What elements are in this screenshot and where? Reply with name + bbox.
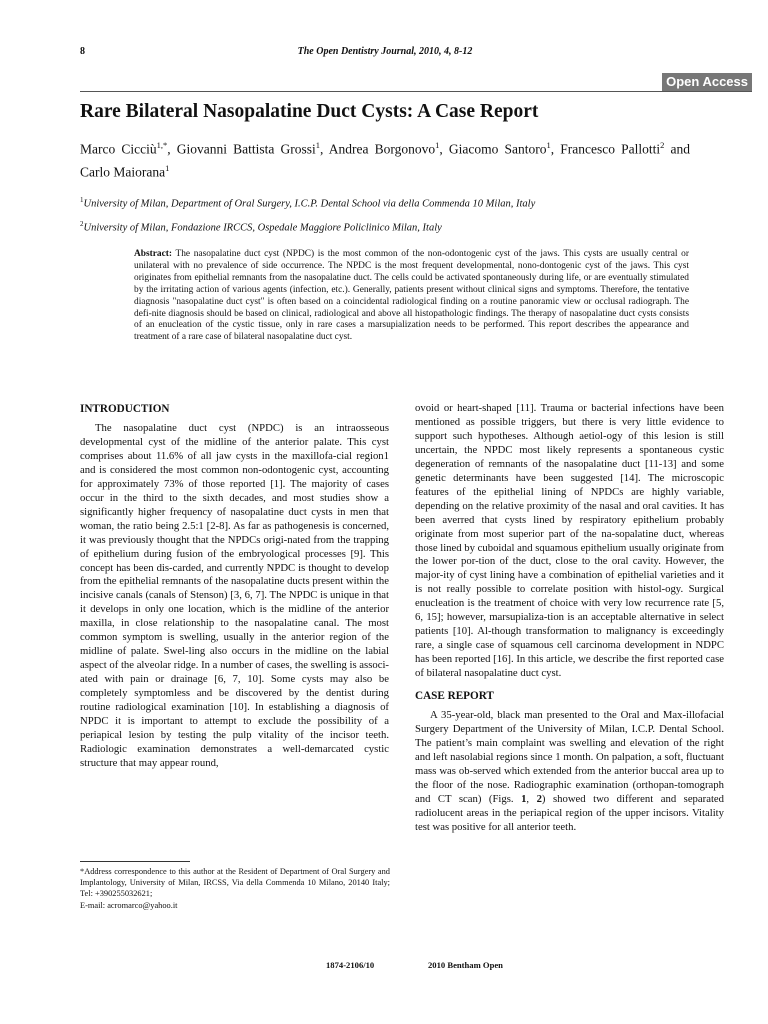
correspondence-address: *Address correspondence to this author at the Resident of Department of Oral Surgery and Implantology, University of Milan, IRCSS, Via della Commenda 10 Milano, 20140 Italy; Tel: +390255032621;: [80, 867, 390, 899]
journal-citation: The Open Dentistry Journal, 2010, 4, 8-12: [297, 46, 473, 57]
introduction-heading: INTRODUCTION: [80, 403, 170, 415]
affiliation-mark: 2: [80, 220, 84, 228]
abstract: [134, 249, 689, 344]
case-report-paragraph: [415, 709, 724, 835]
issn-footer: 1874-2106/10: [326, 960, 375, 970]
affiliation-mark: 1: [80, 196, 84, 204]
author-name: , Giacomo Santoro: [439, 141, 547, 157]
author-affiliation-mark: 1,*: [156, 140, 168, 150]
author-name: Marco Cicciù: [80, 141, 157, 157]
page-number: 8: [80, 46, 85, 57]
introduction-paragraph: The nasopalatine duct cyst (NPDC) is an intraosseous developmental cyst of the midline of the anterior palate. This cyst comprises about 11.6% of all jaw cysts in the maxillofa-cial region1 and is considered the most common non-odontogenic cyst, accounting for approximately 73% of those reported [1]. The majority of cases occur in the third to the sixth decades, and most studies show a significantly higher frequency of nasopalatine duct cysts in men that woman, the ratio being 2.5:1 [2-8]. As far as pathogenesis is concerned, it was previously thought that the NPDCs origi-nated from the trapping of epithelium during fusion of the embryological processes [9]. This concept has been dis-carded, and currently NPDC is thought to develop from the epithelial remnants of the nasopalatine ducts present within the incisive canals (canals of Stenson) [3, 6, 7]. The NPDC is unique in that it develops in only one location, which is the midline of the anterior maxilla, in close relationship to the nasopalatine canal. The most common symptom is swelling, usually in the anterior region of the midline of palate. Swel-ling also occurs in the midline on the labial aspect of the alveolar ridge. In a number of cases, the swelling is associ-ated with pain or drainage [6, 7, 10]. Some cysts may also be completely symptomless and be discovered by the dentist during routine radiological examination [10]. In establishing a diagnosis of NPDC it is important to attempt to exclude the possibility of a periapical lesion by testing the pulp vitality of the incisor teeth. Radiologic examination demonstrates a well-demarcated cystic structure that may appear round,: [80, 422, 389, 769]
author-affiliation-mark: 1: [165, 162, 170, 173]
author-name: , Andrea Borgonovo: [320, 141, 436, 157]
abstract-text: The nasopalatine duct cyst (NPDC) is the most common of the non-odontogenic cyst of the jaws. This cysts are usually central or unilateral with no prevalence of side occurrence. The NPDC is the most frequent developmental, nono-dontogenic cyst of the jaws. This cyst originates from epithelial remnants from the nasopalatine duct. The cells could be activated spontaneously during life, or are eventually stimulated by the irritating action of various agents (infection, etc.). Generally, patients present without clinical signs and symptoms. Therefore, the tentative diagnosis "nasopalatine duct cyst" is often based on a coincidental radiological finding on a routine panoramic view or occlusal radiograph. The defi-nite diagnosis should be based on clinical, radiological and above all histopathologic findings. The therapy of nasopalatine duct cysts consists of an enucleation of the cystic tissue, only in rare cases a marsupialization needs to be performed. This report describes the appearance and treatment of a rare case of bilateral nasopalatine duct cyst.: [134, 249, 689, 343]
abstract-label: Abstract:: [134, 249, 173, 259]
case-report-heading: CASE REPORT: [415, 690, 494, 703]
case-report-text: A 35-year-old, black man presented to the Oral and Max-illofacial Surgery Department of the University of Milan, I.C.P. Dental School. The patient’s main complaint was swelling and elevation of the right and left nasolabial regions since 1 month. On palpation, a soft, fluctuant mass was ob-served which extended from the anterior buccal area up to the floor of the nose. Radiographic examination (orthopan-tomograph and CT scan) (Figs.: [415, 709, 724, 805]
right-column: [415, 402, 724, 835]
affiliation-2: [80, 220, 690, 234]
introduction-paragraph-continued: ovoid or heart-shaped [11]. Trauma or bacterial infections have been mentioned as possible triggers, but there is very little evidence to support such hypotheses. Although aetiol-ogy of this lesion is still uncertain, the NPDC most likely represents a spontaneous cystic degeneration of remnants of the nasopalatine duct [11-13] and some genetic determinants have been suggested [14]. The microscopic features of the epithelial lining of NPDCs are highly variable, depending on the relative proximity of the nasal and oral cavities. It has been averred that cysts lined by respiratory epithelium probably originate from most superior part of the na-sopalatine duct, whereas those lined by cuboidal and squamous epithelium usually originate from the lower por-tion of the duct, close to the oral cavity. However, the major-ity of cyst lining have a combination of epithelial varieties and it is not really possible to correlate position with histol-ogy. Surgical enucleation is the treatment of choice with very low recurrence rate [5, 6, 15]; however, marsupializa-tion is an acceptable alternative in select patients [10]. Al-though transformation to malignancy is exceedingly rare, a single case of squamous cell carcinoma development in NDPC has been reported [16]. In this article, we describe the first reported case of bilateral nasopalatine duct cyst.: [415, 402, 724, 680]
running-header: [80, 44, 690, 60]
correspondence-footnote: [80, 866, 390, 911]
affiliation-text: University of Milan, Department of Oral Surgery, I.C.P. Dental School via della Commenda 10 Milan, Italy: [83, 198, 536, 210]
left-column: [80, 402, 389, 771]
open-access-badge: Open Access: [662, 73, 752, 91]
author-name: , Giovanni Battista Grossi: [167, 141, 316, 157]
figure-separator: ,: [526, 792, 537, 805]
author-name: and Carlo Maiorana: [80, 141, 690, 179]
publisher-footer: 2010 Bentham Open: [428, 960, 503, 970]
paper-title: Rare Bilateral Nasopalatine Duct Cysts: A Case Report: [80, 101, 539, 122]
figure-1-reference: 1: [521, 792, 527, 805]
affiliation-text: University of Milan, Fondazione IRCCS, Ospedale Maggiore Policlinico Milan, Italy: [83, 222, 442, 234]
case-report-text-continued: ) showed two different and separated radiolucent areas in the periapical region of the upper incisors. Vitality test was positive for all anterior teeth.: [415, 792, 725, 833]
correspondence-email: E-mail: acromarco@yahoo.it: [80, 900, 178, 910]
author-affiliation-mark: 1: [435, 140, 440, 150]
author-affiliation-mark: 2: [660, 140, 665, 150]
author-name: , Francesco Pallotti: [550, 141, 661, 157]
author-affiliation-mark: 1: [546, 140, 551, 150]
author-list: [80, 136, 690, 181]
title-divider: [80, 91, 752, 92]
affiliation-1: [80, 196, 690, 210]
footnote-divider: [80, 861, 190, 862]
author-affiliation-mark: 1: [315, 140, 320, 150]
figure-2-reference: 2: [536, 792, 542, 805]
